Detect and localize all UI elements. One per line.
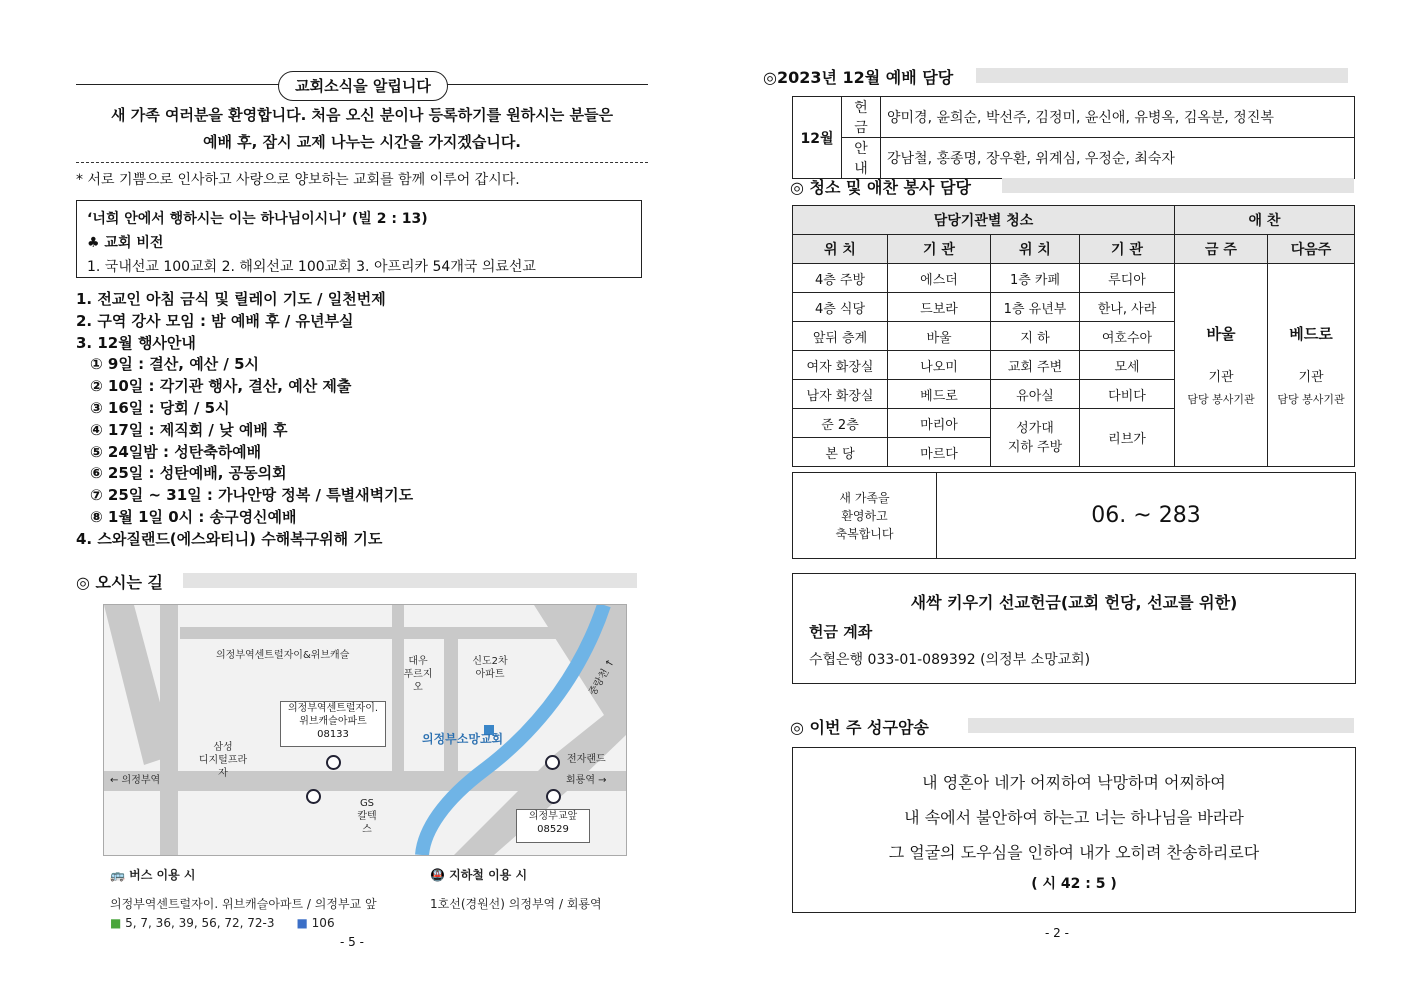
bus-stop-icon — [306, 789, 321, 804]
map-left-arrow: ← 의정부역 — [110, 775, 161, 786]
meal-note: 담당 봉사기관 — [1187, 393, 1255, 406]
new-family-value: 06. ~ 283 — [1091, 503, 1201, 528]
news-item: 4. 스와질랜드(에스와티니) 수해복구위해 기도 — [76, 529, 383, 548]
divider — [76, 162, 648, 163]
col-location: 위 치 — [991, 235, 1080, 264]
worship-table — [792, 96, 1355, 179]
welcome-line-2: 예배 후, 잠시 교제 나누는 시간을 가지겠습니다. — [202, 133, 522, 151]
col-location: 위 치 — [793, 235, 888, 264]
page-number-left: - 5 - — [340, 935, 364, 949]
heading-bar — [183, 573, 637, 588]
news-item: 3. 12월 행사안내 — [76, 333, 196, 352]
news-title: 교회소식을 알립니다 — [278, 71, 448, 101]
blue-bus-route: 106 — [311, 916, 335, 930]
directions-map — [103, 604, 627, 856]
cell: 여호수아 — [1080, 322, 1175, 351]
news-item: 1. 전교인 아침 금식 및 릴레이 기도 / 일천번제 — [76, 290, 386, 308]
welcome-line-1: 새 가족 여러분을 환영합니다. 처음 오신 분이나 등록하기를 원하시는 분들은 — [111, 106, 613, 124]
verse-line: 내 속에서 불안하여 하는고 너는 하나님을 바라라 — [904, 808, 1244, 827]
cell: 앞뒤 층계 — [793, 322, 888, 351]
map-label-apt1: 의정부역센트럴자이&위브캐슬 — [216, 650, 350, 661]
bus-stop-icon — [545, 755, 560, 770]
cell: 여자 화장실 — [793, 351, 888, 380]
event-item: ⑦ 25일 ~ 31일 : 가나안땅 정복 / 특별새벽기도 — [90, 486, 414, 505]
verse-heading: ◎ 이번 주 성구암송 — [790, 718, 929, 737]
bus-title: 버스 이용 시 — [129, 868, 196, 882]
event-item: ① 9일 : 결산, 예산 / 5시 — [90, 355, 260, 374]
vision-items: 1. 국내선교 100교회 2. 해외선교 100교회 3. 아프리카 54개국 의료선교 — [87, 259, 536, 275]
map-label-daewoo: 대우 푸르지오 — [403, 656, 433, 693]
map-label-samsung: 삼성 디지털프라자 — [198, 742, 248, 779]
cell: 4층 주방 — [793, 264, 888, 293]
month-cell: 12월 — [793, 97, 842, 179]
col-next-week: 다음주 — [1268, 235, 1355, 264]
subway-title: 지하철 이용 시 — [449, 868, 528, 882]
cell: 모세 — [1080, 351, 1175, 380]
cell: 에스더 — [888, 264, 991, 293]
event-item: ③ 16일 : 당회 / 5시 — [90, 398, 230, 417]
new-family-box — [792, 472, 1356, 559]
verse-line: 그 얼굴의 도우심을 인하여 내가 오히려 찬송하리로다 — [888, 843, 1260, 862]
directions-heading: ◎ 오시는 길 — [76, 573, 163, 592]
event-item: ② 10일 : 각기관 행사, 결산, 예산 제출 — [90, 377, 352, 396]
bus-icon: 🚌 — [110, 868, 130, 882]
event-item: ⑧ 1월 1일 0시 : 송구영신예배 — [90, 507, 297, 526]
bus-heading — [110, 866, 195, 883]
this-week-cell — [1175, 264, 1268, 467]
heading-bar — [1002, 178, 1354, 193]
bus-stop-icon — [326, 755, 341, 770]
page-number-right: - 2 - — [1045, 926, 1069, 940]
vision-quote: ‘너희 안에서 행하시는 이는 하나님이시니’ (빌 2 : 13) — [87, 211, 428, 227]
blue-bus-icon: ■ — [296, 916, 312, 930]
cell: 드보라 — [888, 293, 991, 322]
cell: 유아실 — [991, 380, 1080, 409]
this-week-org: 바울 — [1206, 325, 1236, 343]
mission-box — [792, 573, 1356, 684]
next-week-org: 베드로 — [1289, 325, 1333, 343]
cell: 마르다 — [888, 438, 991, 467]
news-list — [76, 289, 413, 551]
cell: 한나, 사라 — [1080, 293, 1175, 322]
next-week-cell — [1268, 264, 1355, 467]
bus-stop-icon — [546, 789, 561, 804]
cell: 1층 카페 — [991, 264, 1080, 293]
cell: 바울 — [888, 322, 991, 351]
cell: 남자 화장실 — [793, 380, 888, 409]
bus-numbers — [110, 916, 335, 930]
cell: 다비다 — [1080, 380, 1175, 409]
meal-note: 기관 — [1208, 370, 1234, 385]
map-label-gs: GS 칼텍스 — [357, 798, 377, 835]
cell: 1층 유년부 — [991, 293, 1080, 322]
cell: 베드로 — [888, 380, 991, 409]
meal-note: 기관 — [1298, 370, 1324, 385]
event-item: ⑤ 24일밤 : 성탄축하예배 — [90, 442, 262, 461]
map-church-label: 의정부소망교회 — [422, 732, 504, 746]
cell: 본 당 — [793, 438, 888, 467]
news-item: 2. 구역 강사 모임 : 밤 예배 후 / 유년부실 — [76, 311, 354, 330]
cell: 성가대 지하 주방 — [991, 409, 1080, 467]
verse-box — [792, 747, 1356, 913]
map-stop-08133: 의정부역센트럴자이. 위브캐슬아파트 08133 — [280, 701, 386, 747]
col-this-week: 금 주 — [1175, 235, 1268, 264]
verse-reference: ( 시 42 : 5 ) — [1031, 876, 1117, 892]
vision-heading: ♣ 교회 비전 — [87, 235, 164, 251]
guide-names: 강남철, 홍종명, 장우환, 위계심, 우정순, 최숙자 — [881, 138, 1355, 179]
map-stop-08529: 의정부교앞 08529 — [516, 809, 590, 843]
map-right-arrow: 회룡역 → — [566, 775, 607, 786]
cell: 루디아 — [1080, 264, 1175, 293]
verse-line: 내 영혼아 네가 어찌하여 낙망하며 어찌하여 — [922, 773, 1226, 792]
cell: 4층 식당 — [793, 293, 888, 322]
worship-heading: ◎2023년 12월 예배 담당 — [763, 68, 954, 87]
heading-bar — [968, 718, 1354, 733]
map-river-label: 중랑천 ↑ — [587, 657, 618, 698]
mission-account: 수협은행 033-01-089392 (의정부 소망교회) — [809, 652, 1091, 668]
event-item: ④ 17일 : 제직회 / 낮 예배 후 — [90, 420, 288, 439]
cell: 마리아 — [888, 409, 991, 438]
cell: 준 2층 — [793, 409, 888, 438]
map-label-sindo: 신도2차 아파트 — [472, 656, 508, 680]
offering-label: 헌금 — [842, 97, 881, 138]
clean-header: 담당기관별 청소 — [793, 206, 1175, 235]
bus-stops: 의정부역센트럴자이. 위브캐슬아파트 / 의정부교 앞 — [110, 897, 377, 911]
green-bus-routes: 5, 7, 36, 39, 56, 72, 72-3 — [125, 916, 275, 930]
subway-icon: 🚇 — [430, 868, 450, 882]
mission-title: 새싹 키우기 선교헌금(교회 헌당, 선교를 위한) — [910, 593, 1238, 612]
clean-table — [792, 205, 1355, 467]
cell: 지 하 — [991, 322, 1080, 351]
meal-note: 담당 봉사기관 — [1277, 393, 1345, 406]
new-family-label: 새 가족을 환영하고 축복합니다 — [793, 473, 937, 558]
heading-bar — [976, 68, 1348, 83]
guide-label: 안내 — [842, 138, 881, 179]
green-bus-icon: ■ — [110, 916, 126, 930]
subway-heading — [430, 866, 527, 883]
meal-header: 애 찬 — [1175, 206, 1355, 235]
vision-box — [76, 200, 642, 278]
clean-heading: ◎ 청소 및 애찬 봉사 담당 — [790, 178, 971, 197]
cell: 나오미 — [888, 351, 991, 380]
note: * 서로 기쁨으로 인사하고 사랑으로 양보하는 교회를 함께 이루어 갑시다. — [76, 172, 520, 188]
mission-label: 헌금 계좌 — [809, 623, 873, 641]
cell: 리브가 — [1080, 409, 1175, 467]
cell: 교회 주변 — [991, 351, 1080, 380]
map-label-jeonja: 전자랜드 — [567, 754, 606, 765]
road-diag — [104, 605, 174, 765]
col-org: 기 관 — [1080, 235, 1175, 264]
event-item: ⑥ 25일 : 성탄예배, 공동의회 — [90, 464, 287, 483]
col-org: 기 관 — [888, 235, 991, 264]
offering-names: 양미경, 윤희순, 박선주, 김정미, 윤신애, 유병옥, 김옥분, 정진복 — [881, 97, 1355, 138]
subway-line: 1호선(경원선) 의정부역 / 회룡역 — [430, 897, 602, 911]
